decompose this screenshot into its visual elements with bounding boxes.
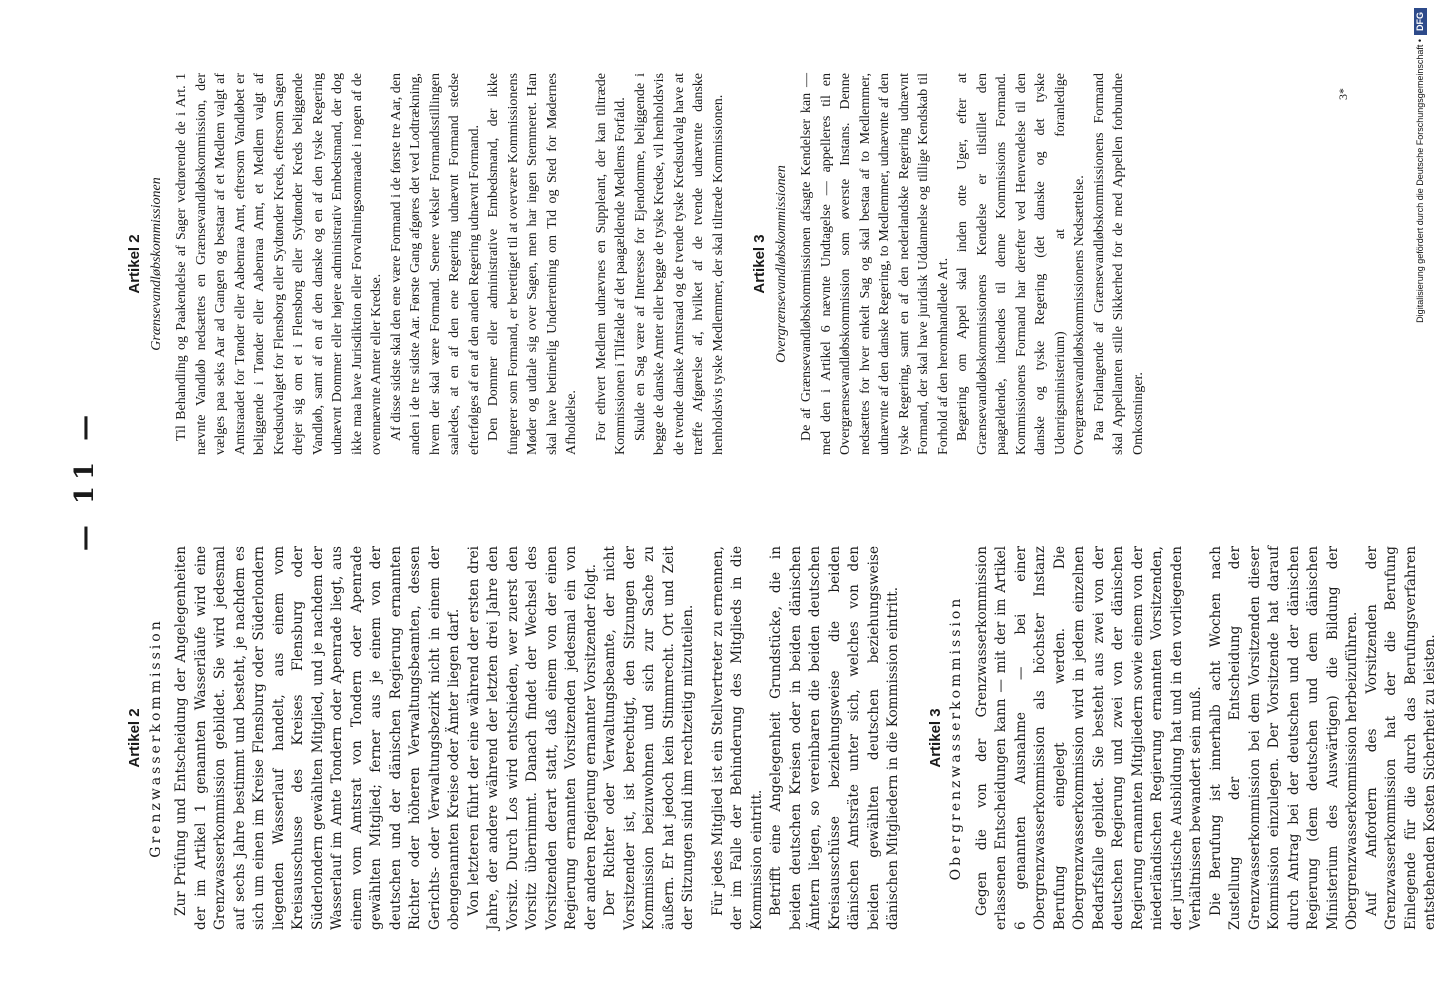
danish-article3-subtitle: Overgrænsevandløbskommissionen (773, 165, 789, 363)
german-article3-paragraph-2: Die Berufung ist innerhalb acht Wochen nach Zustellung der Entscheidung der Grenzwasserkommission bei dem Vorsitzenden dieser Kommission einzulegen. Der Vorsitzende hat darauf durch Antrag bei der deutschen und der dänischen Regierung (dem deutschen und dem dänischen Ministerium des Auswärtigen) die Bildung der Obergrenzwasserkommission herbeizuführen. (1207, 546, 1360, 930)
danish-article2-heading: Artikel 2 (126, 234, 143, 294)
german-column (125, 546, 1441, 930)
danish-article3-paragraph-1: De af Grænsevandløbskommissionen afsagte Kendelser kan — med den i Artikel 6 nævnte Undtagelse — appelleres til en Overgrænsevandløbskommission som øverste Instans. Denne nedsættes for hver enkelt Sag og skal bestaa af to Medlemmer, udnævnte af den danske Regering, to Medlemmer, udnævnte af den tyske Regering, samt en af den nederlandske Regering udnævnt Formand, der skal have juridisk Uddannelse og tillige Kendskab til Forhold af den heromhandlede Art. (799, 73, 951, 455)
danish-article2-paragraph-3: Den Dommer eller administrative Embedsmand, der ikke fungerer som Formand, er berettiget til at overvære Kommissionens Møder og udtale sig over Sagen, men har ingen Stemmeret. Han skal have betimelig Underretning om Tid og Sted for Mødernes Afholdelse. (486, 73, 579, 455)
german-article2-paragraph-4: Für jedes Mitglied ist ein Stellvertreter zu ernennen, der im Falle der Behinderung des Mitglieds in die Kommission eintritt. (709, 546, 765, 930)
signature-mark: 3* (1336, 88, 1350, 100)
dfg-logo: DFG (1414, 8, 1427, 35)
danish-article2-subtitle: Grænsevandløbskommissionen (148, 177, 164, 351)
german-article2-heading: Artikel 2 (126, 708, 143, 768)
page-number: — 11 — (70, 408, 100, 552)
digitization-credit (1412, 8, 1428, 998)
credit-text: Digitalisierung gefördert durch die Deutsche Forschungsgemeinschaft • (1415, 39, 1425, 323)
danish-column (125, 73, 1148, 455)
danish-article2-paragraph-4: For ethvert Medlem udnævnes en Suppleant, der kan tiltræde Kommissionen i Tilfælde af det paagældende Medlems Forfald. (593, 73, 628, 455)
german-article3-paragraph-1: Gegen die von der Grenzwasserkommission erlassenen Entscheidungen kann — mit der im Artikel 6 genannten Ausnahme — bei einer Obergrenzwasserkommission als höchster Instanz Berufung eingelegt werden. Die Obergrenzwasserkommission wird in jedem einzelnen Bedarfsfalle gebildet. Sie besteht aus zwei von der deutschen Regierung und zwei von der dänischen Regierung ernannten Mitgliedern sowie einem von der niederländischen Regierung ernannten Vorsitzenden, der juristische Ausbildung hat und in den vorliegenden Verhältnissen bewandert sein muß. (973, 546, 1204, 930)
german-article2-paragraph-1: Zur Prüfung und Entscheidung der Angelegenheiten der im Artikel 1 genannten Wasserläufe wird eine Grenzwasserkommission gebildet. Sie wird jedesmal auf sechs Jahre bestimmt und besteht, je nachdem es sich um einen im Kreise Flensburg oder Süderlondern liegenden Wasserlauf handelt, aus einem vom Kreisausschusse des Kreises Flensburg oder Süderlondern gewählten Mitglied, und je nachdem der Wasserlauf im Amte Tondern oder Apenrade liegt, aus einem vom Amtsrat von Tondern oder Apenrade gewählten Mitglied; ferner aus je einem von der deutschen und der dänischen Regierung ernannten Richter oder höheren Verwaltungsbeamten, dessen Gerichts- oder Verwaltungsbezirk nicht in einem der obengenannten Kreise oder Ämter liegen darf. (173, 546, 462, 930)
danish-article2-paragraph-5: Skulde en Sag være af Interesse for Ejendomme, beliggende i begge de danske Amter eller begge de tyske Kredse, vil henholdsvis de tvende danske Amtsraad og de tvende tyske Kredsudvalg have at træffe Afgørelse af, hvilket af de tvende udnævnte danske henholdsvis tyske Medlemmer, der skal tiltræde Kommissionen. (632, 73, 726, 455)
german-article3-paragraph-3: Auf Anfordern des Vorsitzenden der Grenzwasserkommission hat der die Berufung Einlegende für die durch das Berufungsverfahren entstehenden Kosten Sicherheit zu leisten. (1363, 546, 1438, 930)
german-article3-subtitle: Obergrenzwasserkommission (948, 595, 964, 881)
german-article2-paragraph-3: Der Richter oder Verwaltungsbeamte, der nicht Vorsitzender ist, ist berechtigt, den Sitzungen der Kommission beizuwohnen und sich zur Sache zu äußern. Er hat jedoch kein Stimmrecht. Ort und Zeit der Sitzungen sind ihm rechtzeitig mitzuteilen. (602, 546, 696, 930)
danish-article3-heading: Artikel 3 (751, 234, 768, 294)
german-article2-subtitle: Grenzwasserkommission (147, 618, 164, 858)
german-article2-paragraph-5: Betrifft eine Angelegenheit Grundstücke, die in beiden deutschen Kreisen oder in beiden dänischen Ämtern liegen, so vereinbaren die beiden deutschen Kreisausschüsse beziehungsweise die beiden dänischen Amtsräte unter sich, welches von den beiden gewählten deutschen beziehungsweise dänischen Mitgliedern in die Kommission eintritt. (768, 546, 901, 930)
danish-article3-paragraph-3: Paa Forlangende af Grænsevandløbskommissionens Formand skal Appellanten stille Sikkerhed for de med Appellen forbundne Omkostninger. (1091, 73, 1146, 455)
digitization-sidebar (1412, 8, 1428, 998)
german-article3-heading: Artikel 3 (926, 708, 944, 768)
danish-article3-paragraph-2: Begæring om Appel skal inden otte Uger, efter at Grænsevandløbskommissionens Kendelse er tilstillet den paagældende, indsendes til denne Kommissions Formand. Kommissionens Formand har derefter ved Henvendelse til den danske og tyske Regering (det danske og det tyske Udenrigsministerium) at foranledige Overgrænsevandløbskommissionens Nedsættelse. (955, 73, 1087, 455)
danish-article2-paragraph-2: Af disse sidste skal den ene være Formand i de første tre Aar, den anden i de tre sidste Aar. Første Gang afgøres det ved Lodtrækning, hvem der skal være Formand. Senere veksler Formandsstillingen saaledes, at en af den ene Regering udnævnt Formand stedse efterfølges af en af den anden Regering udnævnt Formand. (388, 73, 482, 455)
danish-article2-paragraph-1: Til Behandling og Paakendelse af Sager vedrørende de i Art. 1 nævnte Vandløb nedsættes en Grænsevandløbskommission, der vælges paa seks Aar ad Gangen og bestaar af et Medlem valgt af Amtsraadet for Tønder eller Aabenraa Amt, eftersom Vandløbet er beliggende i Tønder eller Aabenraa Amt, et Medlem valgt af Kredsudvalget for Flensborg eller Sydtønder Kreds, eftersom Sagen drejer sig om et i Flensborg eller Sydtønder Kreds beliggende Vandløb, samt af en af den danske og en af den tyske Regering udnævnt Dommer eller højere administrativ Embedsmand, der dog ikke maa have Jurisdiktion eller Forvaltningsomraade i nogen af de ovennævnte Amter eller Kredse. (174, 73, 384, 455)
german-article2-paragraph-2: Von letzteren führt der eine während der ersten drei Jahre, der andere während der letzten drei Jahre den Vorsitz. Durch Los wird entschieden, wer zuerst den Vorsitz übernimmt. Danach findet der Wechsel des Vorsitzenden derart statt, daß einem von der einen Regierung ernannten Vorsitzenden jedesmal ein von der anderen Regierung ernannter Vorsitzender folgt. (465, 546, 599, 930)
